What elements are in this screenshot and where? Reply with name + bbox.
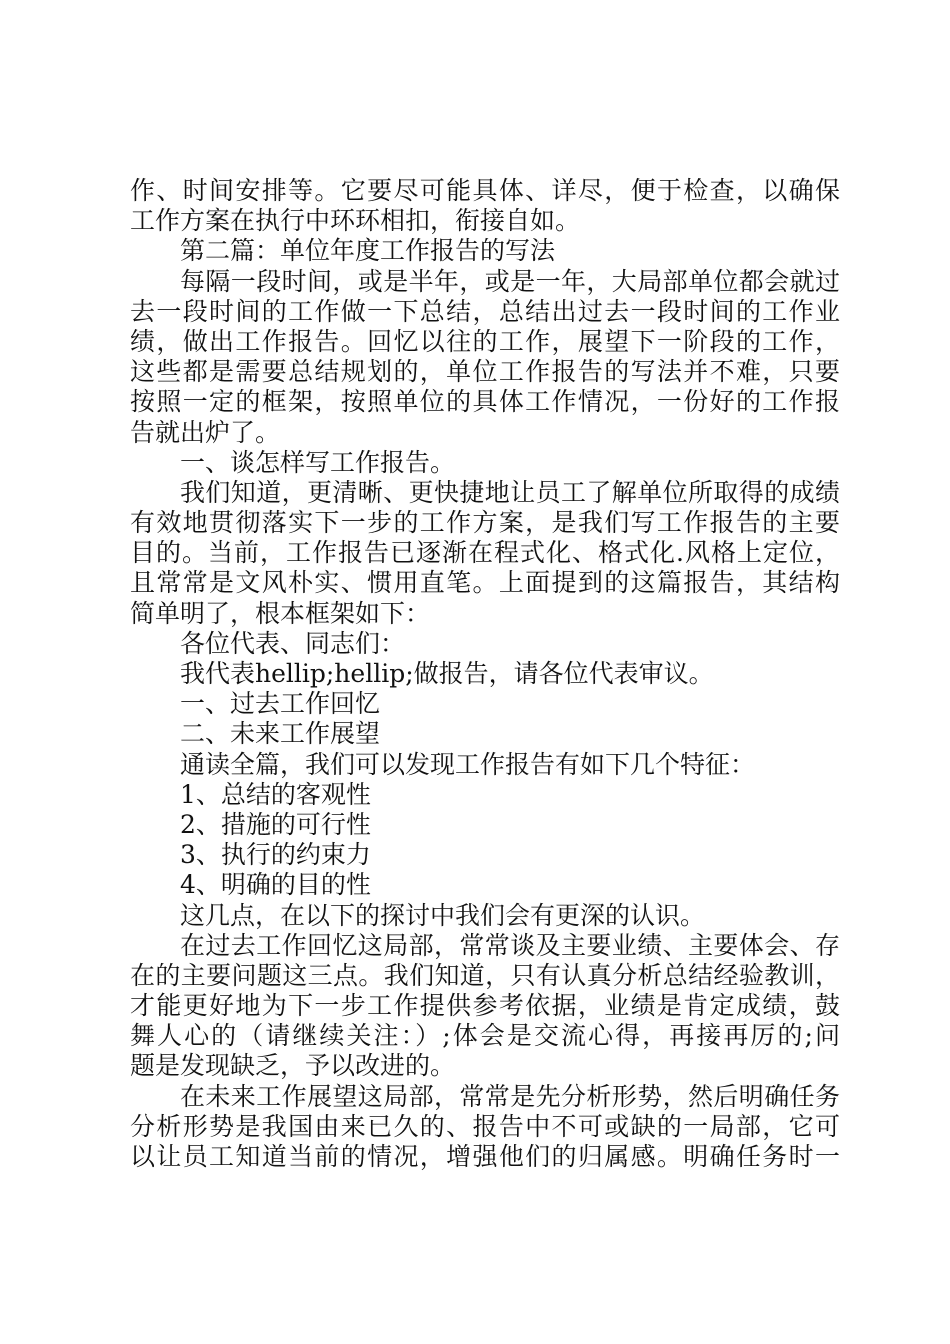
document-body (130, 176, 840, 1172)
text-line: 一、过去工作回忆 (180, 689, 381, 719)
text-line: 题是发现缺乏，予以改进的。 (130, 1051, 456, 1081)
text-line: 作、时间安排等。它要尽可能具体、详尽，便于检查，以确保 (130, 176, 840, 205)
text-line: 工作方案在执行中环环相扣，衔接自如。 (130, 206, 581, 236)
text-line: 在过去工作回忆这局部，常常谈及主要业绩、主要体会、存 (180, 930, 840, 960)
text-line: 在未来工作展望这局部，常常是先分析形势，然后明确任务 (180, 1081, 840, 1111)
text-line: 目的。当前，工作报告已逐渐在程式化、格式化.风格上定位， (130, 538, 840, 568)
text-line: 一、谈怎样写工作报告。 (180, 447, 456, 477)
text-line: 按照一定的框架，按照单位的具体工作情况，一份好的工作报 (130, 387, 840, 417)
text-line: 去一段时间的工作做一下总结，总结出过去一段时间的工作业 (130, 296, 840, 326)
text-line: 简单明了，根本框架如下： (130, 598, 431, 628)
text-line: 第二篇：单位年度工作报告的写法 (180, 236, 556, 266)
text-line: 且常常是文风朴实、惯用直笔。上面提到的这篇报告，其结构 (130, 568, 840, 598)
text-line: 3、执行的约束力 (180, 840, 371, 870)
text-line: 各位代表、同志们： (180, 628, 406, 658)
text-line: 这些都是需要总结规划的，单位工作报告的写法并不难，只要 (130, 357, 840, 387)
text-line: 通读全篇，我们可以发现工作报告有如下几个特征： (180, 749, 756, 779)
text-line: 我们知道，更清晰、更快捷地让员工了解单位所取得的成绩 (180, 477, 840, 507)
text-line: 这几点，在以下的探讨中我们会有更深的认识。 (180, 900, 706, 930)
text-line: 4、明确的目的性 (180, 870, 371, 900)
text-line: 才能更好地为下一步工作提供参考依据，业绩是肯定成绩，鼓 (130, 991, 840, 1021)
text-line: 分析形势是我国由来已久的、报告中不可或缺的一局部，它可 (130, 1111, 840, 1141)
text-line: 告就出炉了。 (130, 417, 281, 447)
text-line: 每隔一段时间，或是半年，或是一年，大局部单位都会就过 (180, 266, 840, 296)
text-line: 舞人心的（请继续关注：）;体会是交流心得，再接再厉的;问 (130, 1021, 840, 1051)
text-line: 在的主要问题这三点。我们知道，只有认真分析总结经验教训， (130, 960, 840, 990)
text-line: 绩，做出工作报告。回忆以往的工作，展望下一阶段的工作， (130, 326, 840, 356)
text-line: 二、未来工作展望 (180, 719, 381, 749)
text-line: 有效地贯彻落实下一步的工作方案，是我们写工作报告的主要 (130, 508, 840, 538)
text-line: 2、措施的可行性 (180, 809, 371, 839)
text-line: 我代表hellip;hellip;做报告，请各位代表审议。 (180, 659, 714, 688)
text-line: 以让员工知道当前的情况，增强他们的归属感。明确任务时一 (130, 1142, 840, 1171)
text-line: 1、总结的客观性 (180, 779, 371, 809)
